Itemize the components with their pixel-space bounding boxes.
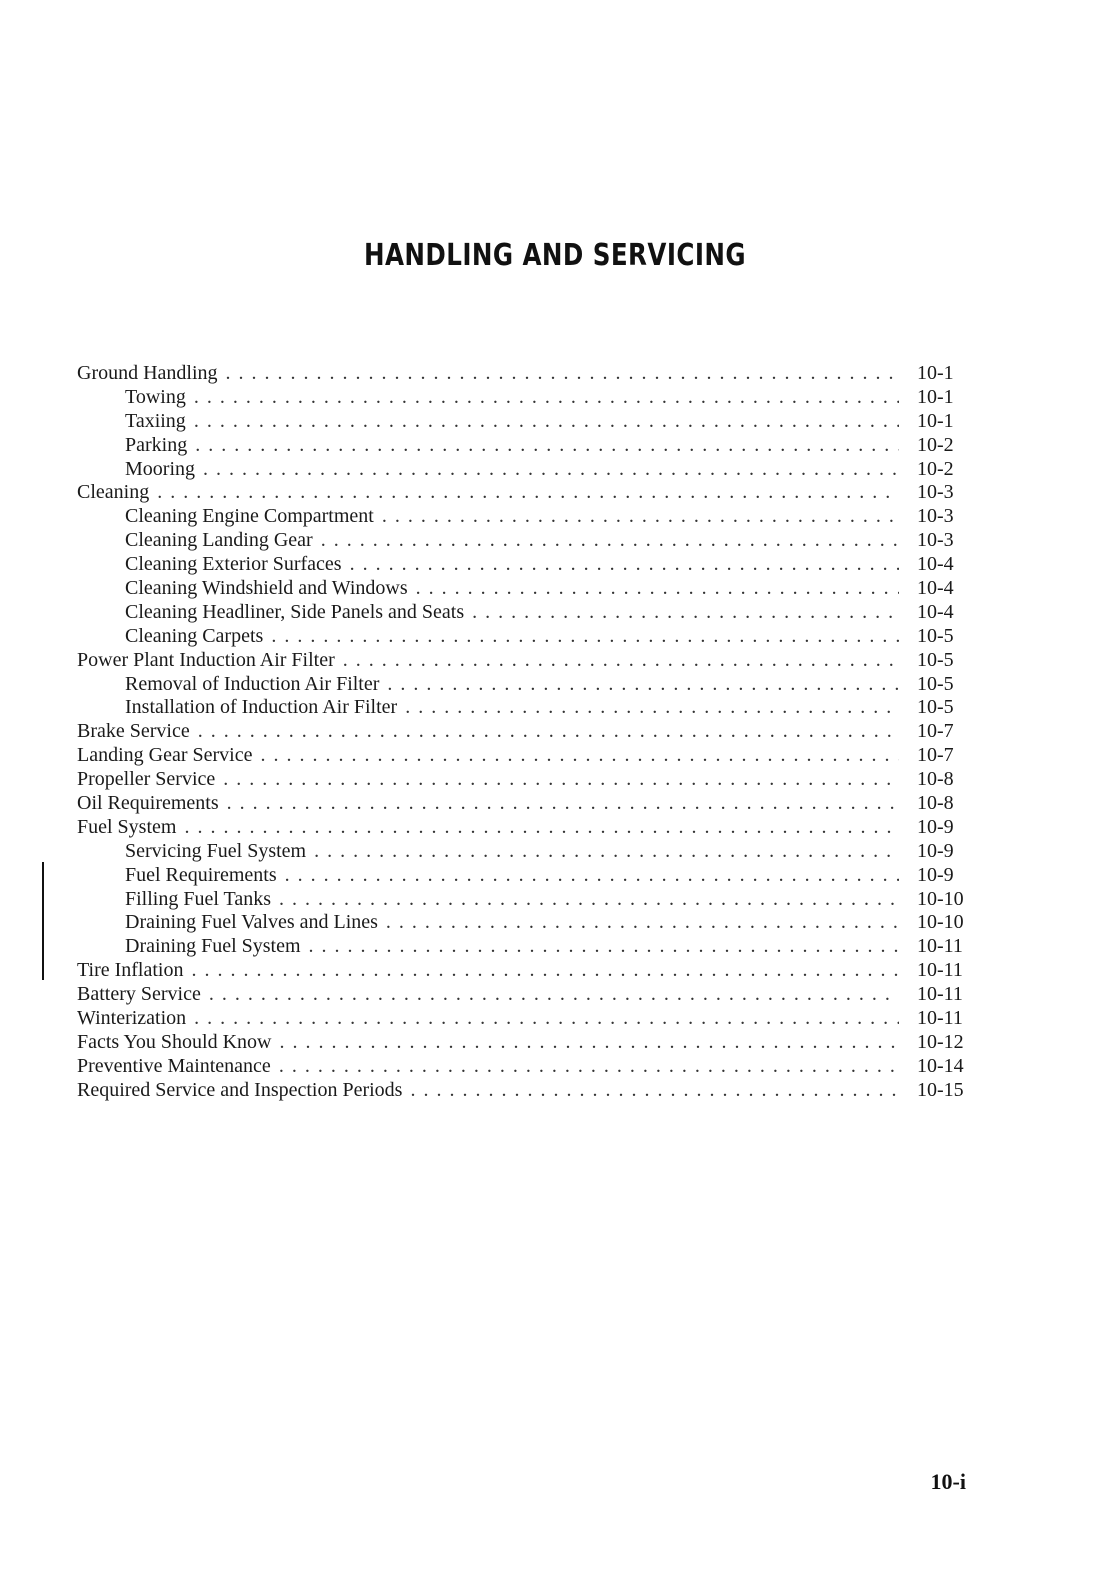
toc-entry-page: 10-4 xyxy=(917,553,954,576)
toc-entry-label: Parking xyxy=(125,433,188,456)
dot-leader xyxy=(260,744,899,768)
toc-entry-page: 10-11 xyxy=(917,959,963,982)
toc-entry-label: Installation of Induction Air Filter xyxy=(125,696,398,719)
toc-entry-page: 10-11 xyxy=(917,1007,963,1030)
dot-leader xyxy=(386,911,899,935)
table-of-contents xyxy=(77,362,977,1103)
dot-leader xyxy=(195,434,899,458)
toc-entry-label: Cleaning Exterior Surfaces xyxy=(125,553,342,576)
toc-entry xyxy=(77,625,977,649)
toc-entry-label: Battery Service xyxy=(77,983,201,1006)
dot-leader xyxy=(226,362,899,386)
toc-entry-page: 10-7 xyxy=(917,720,954,743)
toc-entry xyxy=(77,529,977,553)
toc-entry xyxy=(77,959,977,983)
dot-leader xyxy=(194,410,899,434)
toc-entry xyxy=(77,816,977,840)
toc-entry-page: 10-3 xyxy=(917,529,954,552)
dot-leader xyxy=(194,386,899,410)
toc-entry xyxy=(77,1007,977,1031)
dot-leader xyxy=(472,601,899,625)
toc-entry-label: Draining Fuel System xyxy=(125,935,301,958)
toc-entry xyxy=(77,601,977,625)
toc-entry-label: Cleaning Engine Compartment xyxy=(125,505,374,528)
toc-entry-label: Taxiing xyxy=(125,409,186,432)
toc-entry-page: 10-10 xyxy=(917,887,964,910)
toc-entry xyxy=(77,1055,977,1079)
toc-entry-label: Fuel Requirements xyxy=(125,863,277,886)
toc-entry-page: 10-5 xyxy=(917,648,954,671)
toc-entry-label: Power Plant Induction Air Filter xyxy=(77,648,335,671)
toc-entry xyxy=(77,792,977,816)
toc-entry xyxy=(77,935,977,959)
toc-entry-label: Cleaning Headliner, Side Panels and Seats xyxy=(125,600,465,623)
toc-entry xyxy=(77,768,977,792)
toc-entry xyxy=(77,1079,977,1103)
dot-leader xyxy=(350,553,899,577)
toc-entry-page: 10-5 xyxy=(917,624,954,647)
toc-entry-label: Cleaning Landing Gear xyxy=(125,529,313,552)
dot-leader xyxy=(343,649,899,673)
toc-entry-label: Oil Requirements xyxy=(77,792,219,815)
dot-leader xyxy=(279,888,899,912)
dot-leader xyxy=(314,840,899,864)
toc-entry-label: Winterization xyxy=(77,1007,187,1030)
dot-leader xyxy=(279,1031,899,1055)
toc-entry-label: Fuel System xyxy=(77,815,177,838)
toc-entry-page: 10-2 xyxy=(917,457,954,480)
dot-leader xyxy=(416,577,899,601)
toc-entry xyxy=(77,744,977,768)
dot-leader xyxy=(279,1055,899,1079)
toc-entry-label: Preventive Maintenance xyxy=(77,1054,271,1077)
toc-entry-label: Cleaning Windshield and Windows xyxy=(125,577,408,600)
toc-entry-page: 10-10 xyxy=(917,911,964,934)
toc-entry xyxy=(77,983,977,1007)
toc-entry-page: 10-11 xyxy=(917,935,963,958)
dot-leader xyxy=(203,458,899,482)
dot-leader xyxy=(184,816,899,840)
toc-entry xyxy=(77,386,977,410)
toc-entry-label: Removal of Induction Air Filter xyxy=(125,672,380,695)
toc-entry-label: Tire Inflation xyxy=(77,959,184,982)
toc-entry xyxy=(77,864,977,888)
toc-entry-label: Mooring xyxy=(125,457,195,480)
dot-leader xyxy=(387,673,899,697)
toc-entry-label: Cleaning xyxy=(77,481,150,504)
toc-entry-page: 10-5 xyxy=(917,672,954,695)
toc-entry-label: Required Service and Inspection Periods xyxy=(77,1078,403,1101)
dot-leader xyxy=(198,720,899,744)
toc-entry-label: Brake Service xyxy=(77,720,190,743)
toc-entry xyxy=(77,911,977,935)
toc-entry-label: Landing Gear Service xyxy=(77,744,253,767)
dot-leader xyxy=(191,959,899,983)
toc-entry xyxy=(77,720,977,744)
toc-entry xyxy=(77,577,977,601)
toc-entry xyxy=(77,696,977,720)
toc-entry-label: Draining Fuel Valves and Lines xyxy=(125,911,378,934)
toc-entry-page: 10-12 xyxy=(917,1030,964,1053)
toc-entry xyxy=(77,410,977,434)
toc-entry-page: 10-3 xyxy=(917,481,954,504)
revision-change-bar xyxy=(42,862,44,980)
toc-entry-page: 10-11 xyxy=(917,983,963,1006)
toc-entry-page: 10-3 xyxy=(917,505,954,528)
dot-leader xyxy=(309,935,899,959)
dot-leader xyxy=(209,983,899,1007)
toc-entry xyxy=(77,840,977,864)
toc-entry xyxy=(77,362,977,386)
toc-entry-page: 10-14 xyxy=(917,1054,964,1077)
dot-leader xyxy=(321,529,899,553)
toc-entry-page: 10-8 xyxy=(917,792,954,815)
page-number: 10-i xyxy=(930,1469,966,1494)
dot-leader xyxy=(271,625,899,649)
toc-entry-label: Propeller Service xyxy=(77,768,216,791)
toc-entry xyxy=(77,434,977,458)
dot-leader xyxy=(194,1007,899,1031)
toc-entry xyxy=(77,458,977,482)
dot-leader xyxy=(410,1079,899,1103)
toc-entry-page: 10-9 xyxy=(917,863,954,886)
dot-leader xyxy=(285,864,899,888)
toc-entry xyxy=(77,481,977,505)
toc-entry-page: 10-15 xyxy=(917,1078,964,1101)
dot-leader xyxy=(223,768,899,792)
dot-leader xyxy=(227,792,899,816)
toc-entry xyxy=(77,673,977,697)
dot-leader xyxy=(382,505,899,529)
dot-leader xyxy=(405,696,899,720)
toc-entry-label: Filling Fuel Tanks xyxy=(125,887,272,910)
toc-entry xyxy=(77,1031,977,1055)
toc-entry-page: 10-1 xyxy=(917,362,954,384)
toc-entry-label: Towing xyxy=(125,385,186,408)
toc-entry-page: 10-9 xyxy=(917,839,954,862)
toc-entry-page: 10-4 xyxy=(917,577,954,600)
toc-entry-label: Servicing Fuel System xyxy=(125,839,307,862)
dot-leader xyxy=(157,481,899,505)
toc-entry-label: Facts You Should Know xyxy=(77,1030,272,1053)
toc-entry-page: 10-1 xyxy=(917,409,954,432)
toc-entry xyxy=(77,553,977,577)
toc-entry xyxy=(77,888,977,912)
toc-entry-label: Cleaning Carpets xyxy=(125,624,264,647)
page-title: HANDLING AND SERVICING xyxy=(363,238,747,273)
toc-entry-page: 10-8 xyxy=(917,768,954,791)
toc-entry-page: 10-7 xyxy=(917,744,954,767)
toc-entry xyxy=(77,505,977,529)
toc-entry xyxy=(77,649,977,673)
toc-entry-page: 10-5 xyxy=(917,696,954,719)
toc-entry-page: 10-4 xyxy=(917,600,954,623)
toc-entry-page: 10-1 xyxy=(917,385,954,408)
toc-entry-label: Ground Handling xyxy=(77,362,218,384)
toc-entry-page: 10-9 xyxy=(917,815,954,838)
toc-entry-page: 10-2 xyxy=(917,433,954,456)
